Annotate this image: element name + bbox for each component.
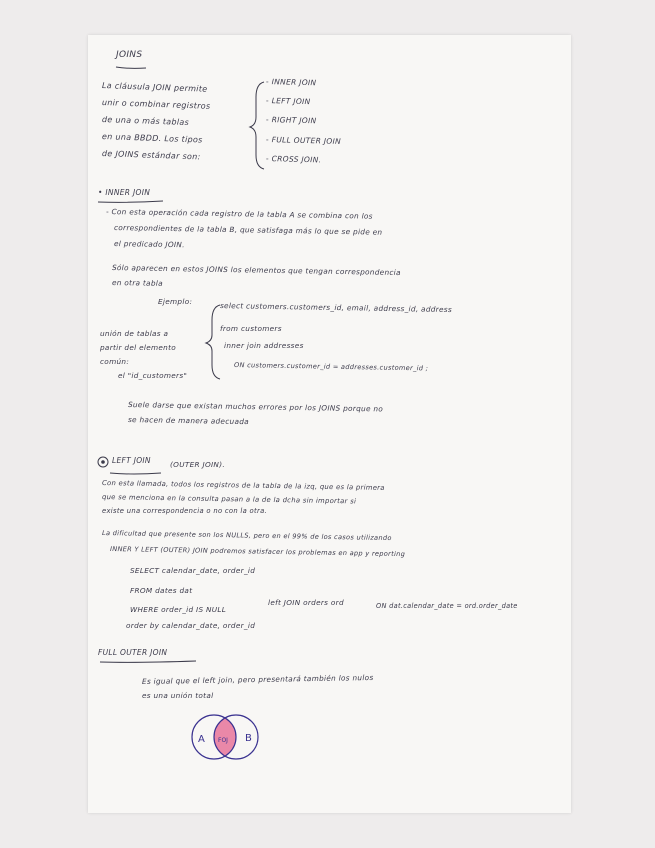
intro-line-2: unir o combinar registros [101, 98, 211, 111]
left-code-1: SELECT calendar_date, order_id [130, 566, 256, 575]
inner-join-heading: • INNER JOIN [98, 188, 151, 197]
left-code-5: WHERE order_id IS NULL [130, 605, 227, 614]
venn-diagram [186, 705, 266, 763]
left-code-3: left JOIN orders ord [268, 598, 344, 607]
left-code-2: FROM dates dat [130, 586, 193, 595]
left-code-4: ON dat.calendar_date = ord.order_date [376, 602, 518, 610]
intro-line-3: de una o más tablas [101, 115, 190, 128]
left-diff-1: La dificultad que presente son los NULLS, pero en el 99% de los casos utilizando [101, 529, 392, 543]
note-line-3: común: [100, 357, 130, 366]
notebook-page [88, 35, 571, 813]
example-label: Ejemplo: [158, 297, 193, 306]
note-line-2: partir del elemento [100, 343, 177, 352]
intro-line-4: en una BBDD. Los tipos [101, 132, 203, 145]
inner-desc-1: - Con esta operación cada registro de la tabla A se combina con los [105, 207, 373, 221]
join-type-5: - CROSS JOIN. [265, 154, 322, 165]
inner-tip-1: Suele darse que existan muchos errores por los JOINS porque no [127, 400, 384, 414]
note-line-1: unión de tablas a [100, 329, 169, 338]
full-join-heading: FULL OUTER JOIN [98, 648, 168, 657]
full-desc-1: Es igual que el left join, pero presentará también los nulos [141, 672, 374, 686]
left-code-6: order by calendar_date, order_id [126, 621, 256, 630]
note-line-4: el "id_customers" [118, 371, 188, 380]
inner-desc-3: el predicado JOIN. [113, 239, 185, 250]
join-type-2: - LEFT JOIN [265, 96, 311, 107]
left-desc-2: que se menciona en la consulta pasan a la de la dcha sin importar si [101, 493, 357, 506]
intro-line-1: La cláusula JOIN permite [101, 81, 208, 94]
join-type-4: - FULL OUTER JOIN [265, 135, 342, 146]
page-title: JOINS [116, 50, 143, 60]
left-desc-1: Con esta llamada, todos los registros de la tabla de la izq, que es la primera [101, 479, 385, 492]
inner-desc-2: correspondientes de la tabla B, que satisfaga más lo que se pide en [113, 223, 383, 237]
inner-code-4: ON customers.customer_id = addresses.customer_id ; [233, 361, 429, 373]
venn-label-b: B [245, 733, 252, 744]
inner-only-2: en otra tabla [111, 278, 163, 288]
inner-code-3: inner join addresses [224, 341, 304, 350]
left-join-heading: LEFT JOIN [112, 456, 151, 465]
join-type-3: - RIGHT JOIN [265, 115, 317, 126]
venn-label-a: A [198, 734, 205, 745]
inner-only-1: Sólo aparecen en estos JOINS los elementos que tengan correspondencia [111, 263, 401, 278]
intro-line-5: de JOINS estándar son: [101, 149, 201, 162]
left-join-note: (OUTER JOIN). [170, 460, 225, 469]
inner-code-1: select customers.customers_id, email, address_id, address [219, 301, 453, 315]
left-desc-3: existe una correspondencia o no con la otra. [102, 507, 267, 515]
inner-tip-2: se hacen de manera adecuada [127, 415, 250, 427]
venn-label-center: FOJ [218, 737, 228, 744]
inner-code-2: from customers [220, 324, 282, 333]
left-diff-2: INNER Y LEFT (OUTER) JOIN podremos satisfacer los problemas en app y reporting [109, 545, 406, 559]
join-type-1: - INNER JOIN [265, 77, 317, 88]
full-desc-2: es una unión total [142, 691, 214, 700]
